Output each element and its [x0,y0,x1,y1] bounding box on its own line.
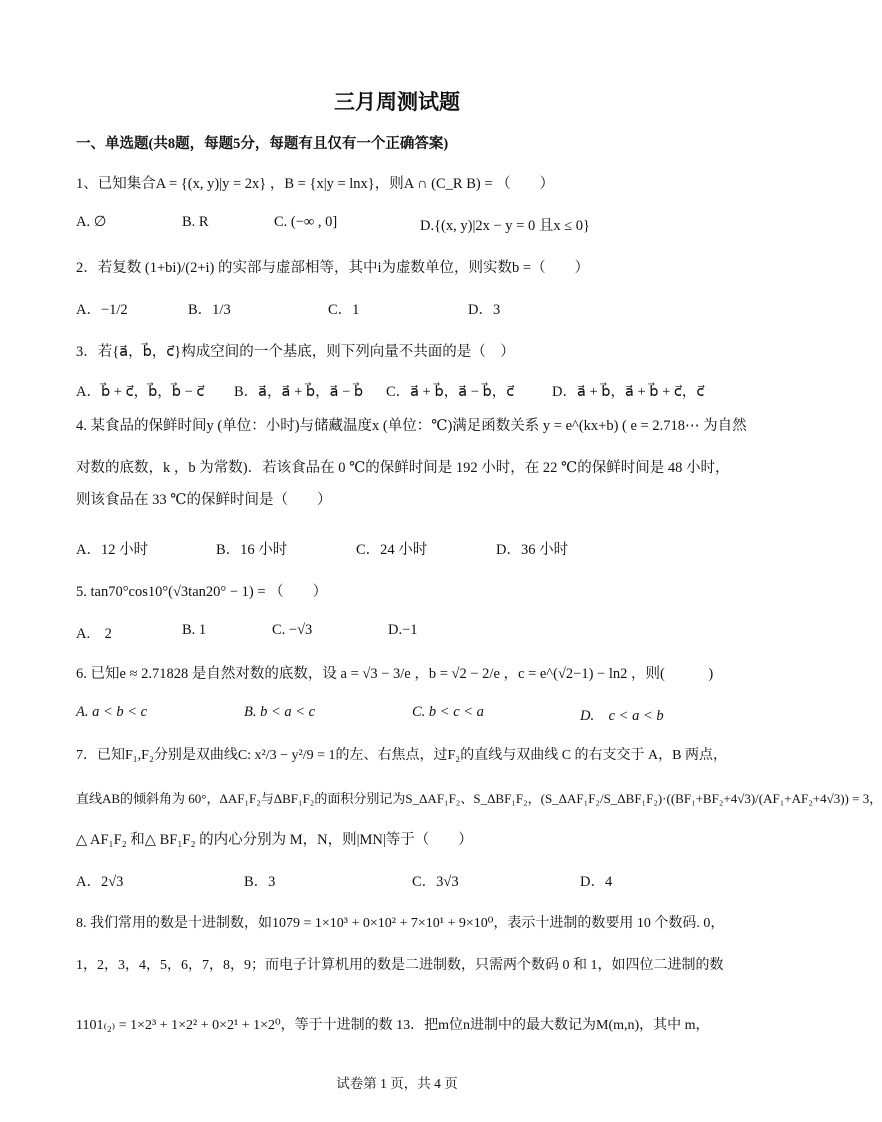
section-heading: 一、单选题(共8题，每题5分，每题有且仅有一个正确答案) [76,136,449,152]
question-7-line-3: △ AF₁F₂ 和△ BF₁F₂ 的内心分别为 M，N，则|MN|等于（ ） [76,832,473,848]
question-1-option-a: A. ∅ [76,214,107,230]
question-5-option-d: D.−1 [388,622,418,638]
question-4-line-3: 则该食品在 33 ℃的保鲜时间是（ ） [76,492,332,508]
question-6-stem: 6. 已知e ≈ 2.71828 是自然对数的底数，设 a = √3 − 3/e ，b = √2 − 2/e ，c = e^(√2−1) − ln2 ，则( ) [76,666,714,682]
question-5-option-c: C. −√3 [272,622,313,638]
question-4-line-1: 4. 某食品的保鲜时间y (单位：小时)与储藏温度x (单位：℃)满足函数关系 y = e^(kx+b) ( e = 2.718⋯ 为自然 [76,418,747,434]
question-7-line-2: 直线AB的倾斜角为 60°，ΔAF₁F₂与ΔBF₁F₂的面积分别记为S_ΔAF₁F₂、S_ΔBF₁F₂，(S_ΔAF₁F₂/S_ΔBF₁F₂)·((BF₁+BF₂+4√3)/(AF₁+AF₂+4√3)) = 3， [76,791,882,806]
question-4-line-2: 对数的底数，k ，b 为常数)．若该食品在 0 ℃的保鲜时间是 192 小时，在 22 ℃的保鲜时间是 48 小时， [76,460,730,476]
question-3-option-a: A．b⃗ + c⃗，b⃗，b⃗ − c⃗ [76,384,205,400]
question-8-line-3: 1101₍₂₎ = 1×2³ + 1×2² + 0×2¹ + 1×2⁰，等于十进制的数 13．把m位n进制中的最大数记为M(m,n)，其中 m， [76,1018,710,1033]
page-footer: 试卷第 1 页，共 4 页 [336,1076,458,1091]
question-7-option-a: A．2√3 [76,874,124,890]
question-6-option-d: D. c < a < b [580,708,664,724]
page-title: 三月周测试题 [334,90,460,114]
question-6-option-c: C. b < c < a [412,704,484,720]
question-8-line-2: 1，2，3，4，5，6，7，8，9；而电子计算机用的数是二进制数，只需两个数码 0 和 1，如四位二进制的数 [76,958,724,973]
question-2-option-a: A．−1/2 [76,302,128,318]
question-3-option-d: D．a⃗ + b⃗，a⃗ + b⃗ + c⃗，c⃗ [552,384,705,400]
question-2-stem: 2．若复数 (1+bi)/(2+i) 的实部与虚部相等，其中i为虚数单位，则实数b =（ ） [76,260,590,276]
question-6-option-b: B. b < a < c [244,704,316,720]
question-4-option-a: A．12 小时 [76,542,149,558]
question-3-option-c: C．a⃗ + b⃗，a⃗ − b⃗，c⃗ [386,384,515,400]
question-2-option-b: B．1/3 [188,302,231,318]
question-2-option-d: D．3 [468,302,501,318]
question-1-option-c: C. (−∞ , 0] [274,214,338,230]
question-3-stem: 3．若{a⃗，b⃗，c⃗}构成空间的一个基底，则下列向量不共面的是（ ） [76,344,515,360]
question-6-option-a: A. a < b < c [76,704,148,720]
question-7-option-b: B．3 [244,874,276,890]
question-4-option-c: C．24 小时 [356,542,428,558]
question-3-option-b: B．a⃗，a⃗ + b⃗，a⃗ − b⃗ [234,384,364,400]
question-7-option-c: C．3√3 [412,874,459,890]
question-4-option-b: B．16 小时 [216,542,288,558]
question-8-line-1: 8. 我们常用的数是十进制数，如1079 = 1×10³ + 0×10² + 7×10¹ + 9×10⁰，表示十进制的数要用 10 个数码. 0， [76,916,725,931]
question-5-option-a: A. 2 [76,626,112,642]
question-7-line-1: 7．已知F₁,F₂分别是双曲线C: x²/3 − y²/9 = 1的左、右焦点，过F₂的直线与双曲线 C 的右支交于 A，B 两点， [76,748,727,763]
question-1-option-b: B. R [182,214,209,230]
question-2-option-c: C．1 [328,302,360,318]
question-1-option-d: D.{(x, y)|2x − y = 0 且x ≤ 0} [420,218,591,234]
question-5-option-b: B. 1 [182,622,207,638]
question-7-option-d: D．4 [580,874,613,890]
question-4-option-d: D．36 小时 [496,542,569,558]
question-1-stem: 1、已知集合A = {(x, y)|y = 2x} ，B = {x|y = lnx}，则A ∩ (C_R B) = （ ） [76,176,555,192]
question-5-stem: 5. tan70°cos10°(√3tan20° − 1) = （ ） [76,584,328,600]
